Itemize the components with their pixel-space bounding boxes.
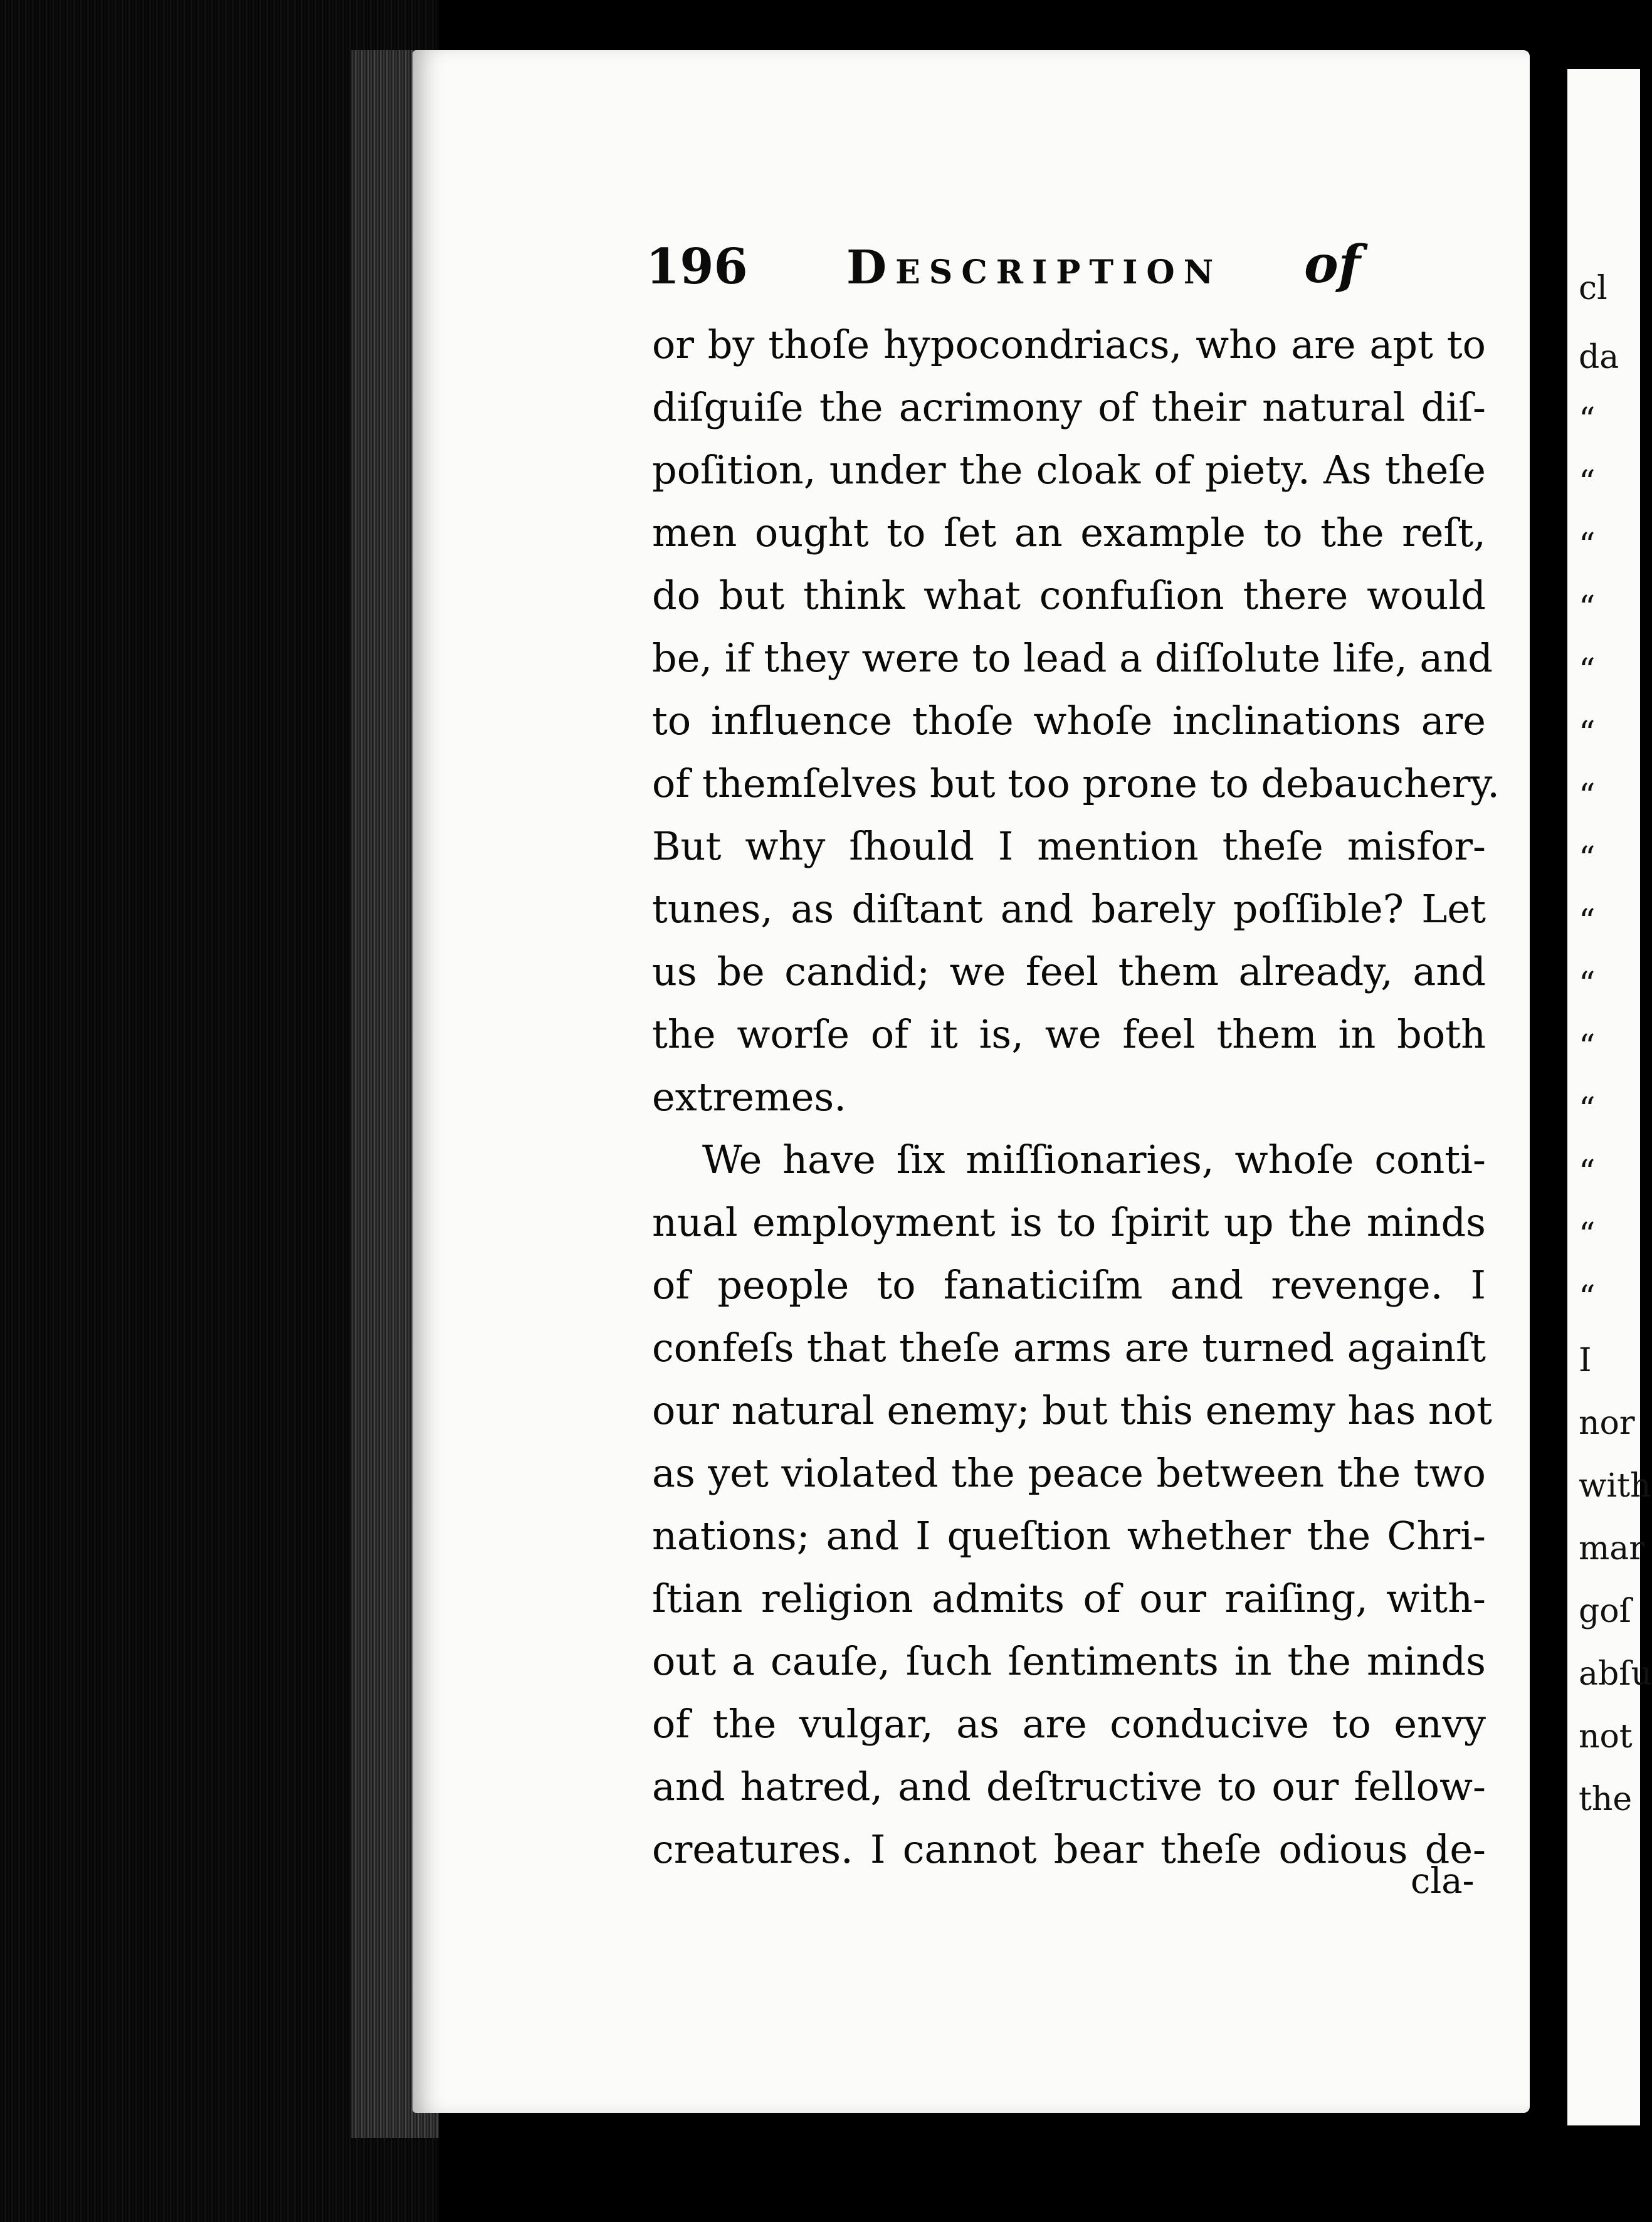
text-line: diſguiſe the acrimony of their natural diſ- xyxy=(652,384,1486,430)
next-page-text-fragment: “ xyxy=(1579,1091,1596,1129)
next-page-text-fragment: “ xyxy=(1579,652,1596,690)
next-page-text-fragment: “ xyxy=(1579,464,1596,502)
next-page-text-fragment: “ xyxy=(1579,1154,1596,1191)
next-page-text-fragment: “ xyxy=(1579,401,1596,439)
text-line: nations; and I queſtion whether the Chri- xyxy=(652,1513,1486,1559)
next-page-text-fragment: the xyxy=(1579,1781,1633,1818)
text-line: be, if they were to lead a diſſolute life, and xyxy=(652,635,1493,681)
next-page-text-fragment: “ xyxy=(1579,1028,1596,1066)
next-page-text-fragment: “ xyxy=(1579,1216,1596,1254)
running-title: Description xyxy=(846,241,1223,295)
text-line: of themſelves but too prone to debauchery. xyxy=(652,761,1500,806)
page-number: 196 xyxy=(646,238,748,295)
text-line: extremes. xyxy=(652,1074,846,1120)
next-page-text-fragment: abſu xyxy=(1579,1655,1652,1693)
next-page-text-fragment: “ xyxy=(1579,715,1596,752)
text-line: poſition, under the cloak of piety. As theſe xyxy=(652,447,1486,493)
next-page-text-fragment: not xyxy=(1579,1718,1633,1756)
next-page-text-fragment: cl xyxy=(1579,270,1607,307)
text-line: to influence thoſe whoſe inclinations are xyxy=(652,698,1486,744)
text-line: and hatred, and deſtructive to our fellow- xyxy=(652,1764,1486,1809)
next-page-text-fragment: “ xyxy=(1579,840,1596,878)
text-line: us be candid; we feel them already, and xyxy=(652,949,1486,994)
text-line: tunes, as diſtant and barely poſſible? Let xyxy=(652,886,1486,932)
next-page-text-fragment: “ xyxy=(1579,527,1596,564)
text-line: as yet violated the peace between the two xyxy=(652,1450,1486,1496)
running-head xyxy=(646,234,1360,307)
next-page-text-fragment: “ xyxy=(1579,903,1596,940)
catchword: cla- xyxy=(1411,1861,1475,1902)
text-line: We have ſix miſſionaries, whoſe conti- xyxy=(702,1137,1486,1182)
next-page-text-fragment: with xyxy=(1579,1467,1651,1505)
text-line: nual employment is to ſpirit up the minds xyxy=(652,1199,1486,1245)
text-line: the worſe of it is, we feel them in both xyxy=(652,1011,1486,1057)
next-page-text-fragment: “ xyxy=(1579,966,1596,1003)
next-page-text-fragment: “ xyxy=(1579,589,1596,627)
next-page-text-fragment: “ xyxy=(1579,1279,1596,1317)
text-line: do but think what confuſion there would xyxy=(652,572,1486,618)
next-page-text-fragment: da xyxy=(1579,339,1619,376)
text-line: of people to fanaticiſm and revenge. I xyxy=(652,1262,1486,1308)
next-page-text-fragment: “ xyxy=(1579,777,1596,815)
text-line: our natural enemy; but this enemy has not xyxy=(652,1387,1493,1433)
text-line: ſtian religion admits of our raiſing, with- xyxy=(652,1576,1486,1621)
next-page-text-fragment: goſ xyxy=(1579,1593,1631,1630)
text-line: or by thoſe hypocondriacs, who are apt to xyxy=(652,322,1486,367)
next-page-text-fragment: nor xyxy=(1579,1404,1635,1442)
body-text xyxy=(652,313,1500,1881)
text-line: of the vulgar, as are conducive to envy xyxy=(652,1701,1486,1747)
text-line: confeſs that theſe arms are turned againſt xyxy=(652,1325,1486,1371)
text-line: But why ſhould I mention theſe misfor- xyxy=(652,823,1486,869)
text-line: out a cauſe, ſuch ſentiments in the minds xyxy=(652,1638,1486,1684)
running-title-suffix: of xyxy=(1304,234,1360,295)
text-line: men ought to ſet an example to the reſt, xyxy=(652,510,1486,556)
next-page-fragment xyxy=(1567,69,1652,2125)
text-line: creatures. I cannot bear theſe odious de- xyxy=(652,1826,1486,1872)
next-page-text-fragment: mar xyxy=(1579,1530,1645,1567)
next-page-text-fragment: I xyxy=(1579,1342,1592,1379)
